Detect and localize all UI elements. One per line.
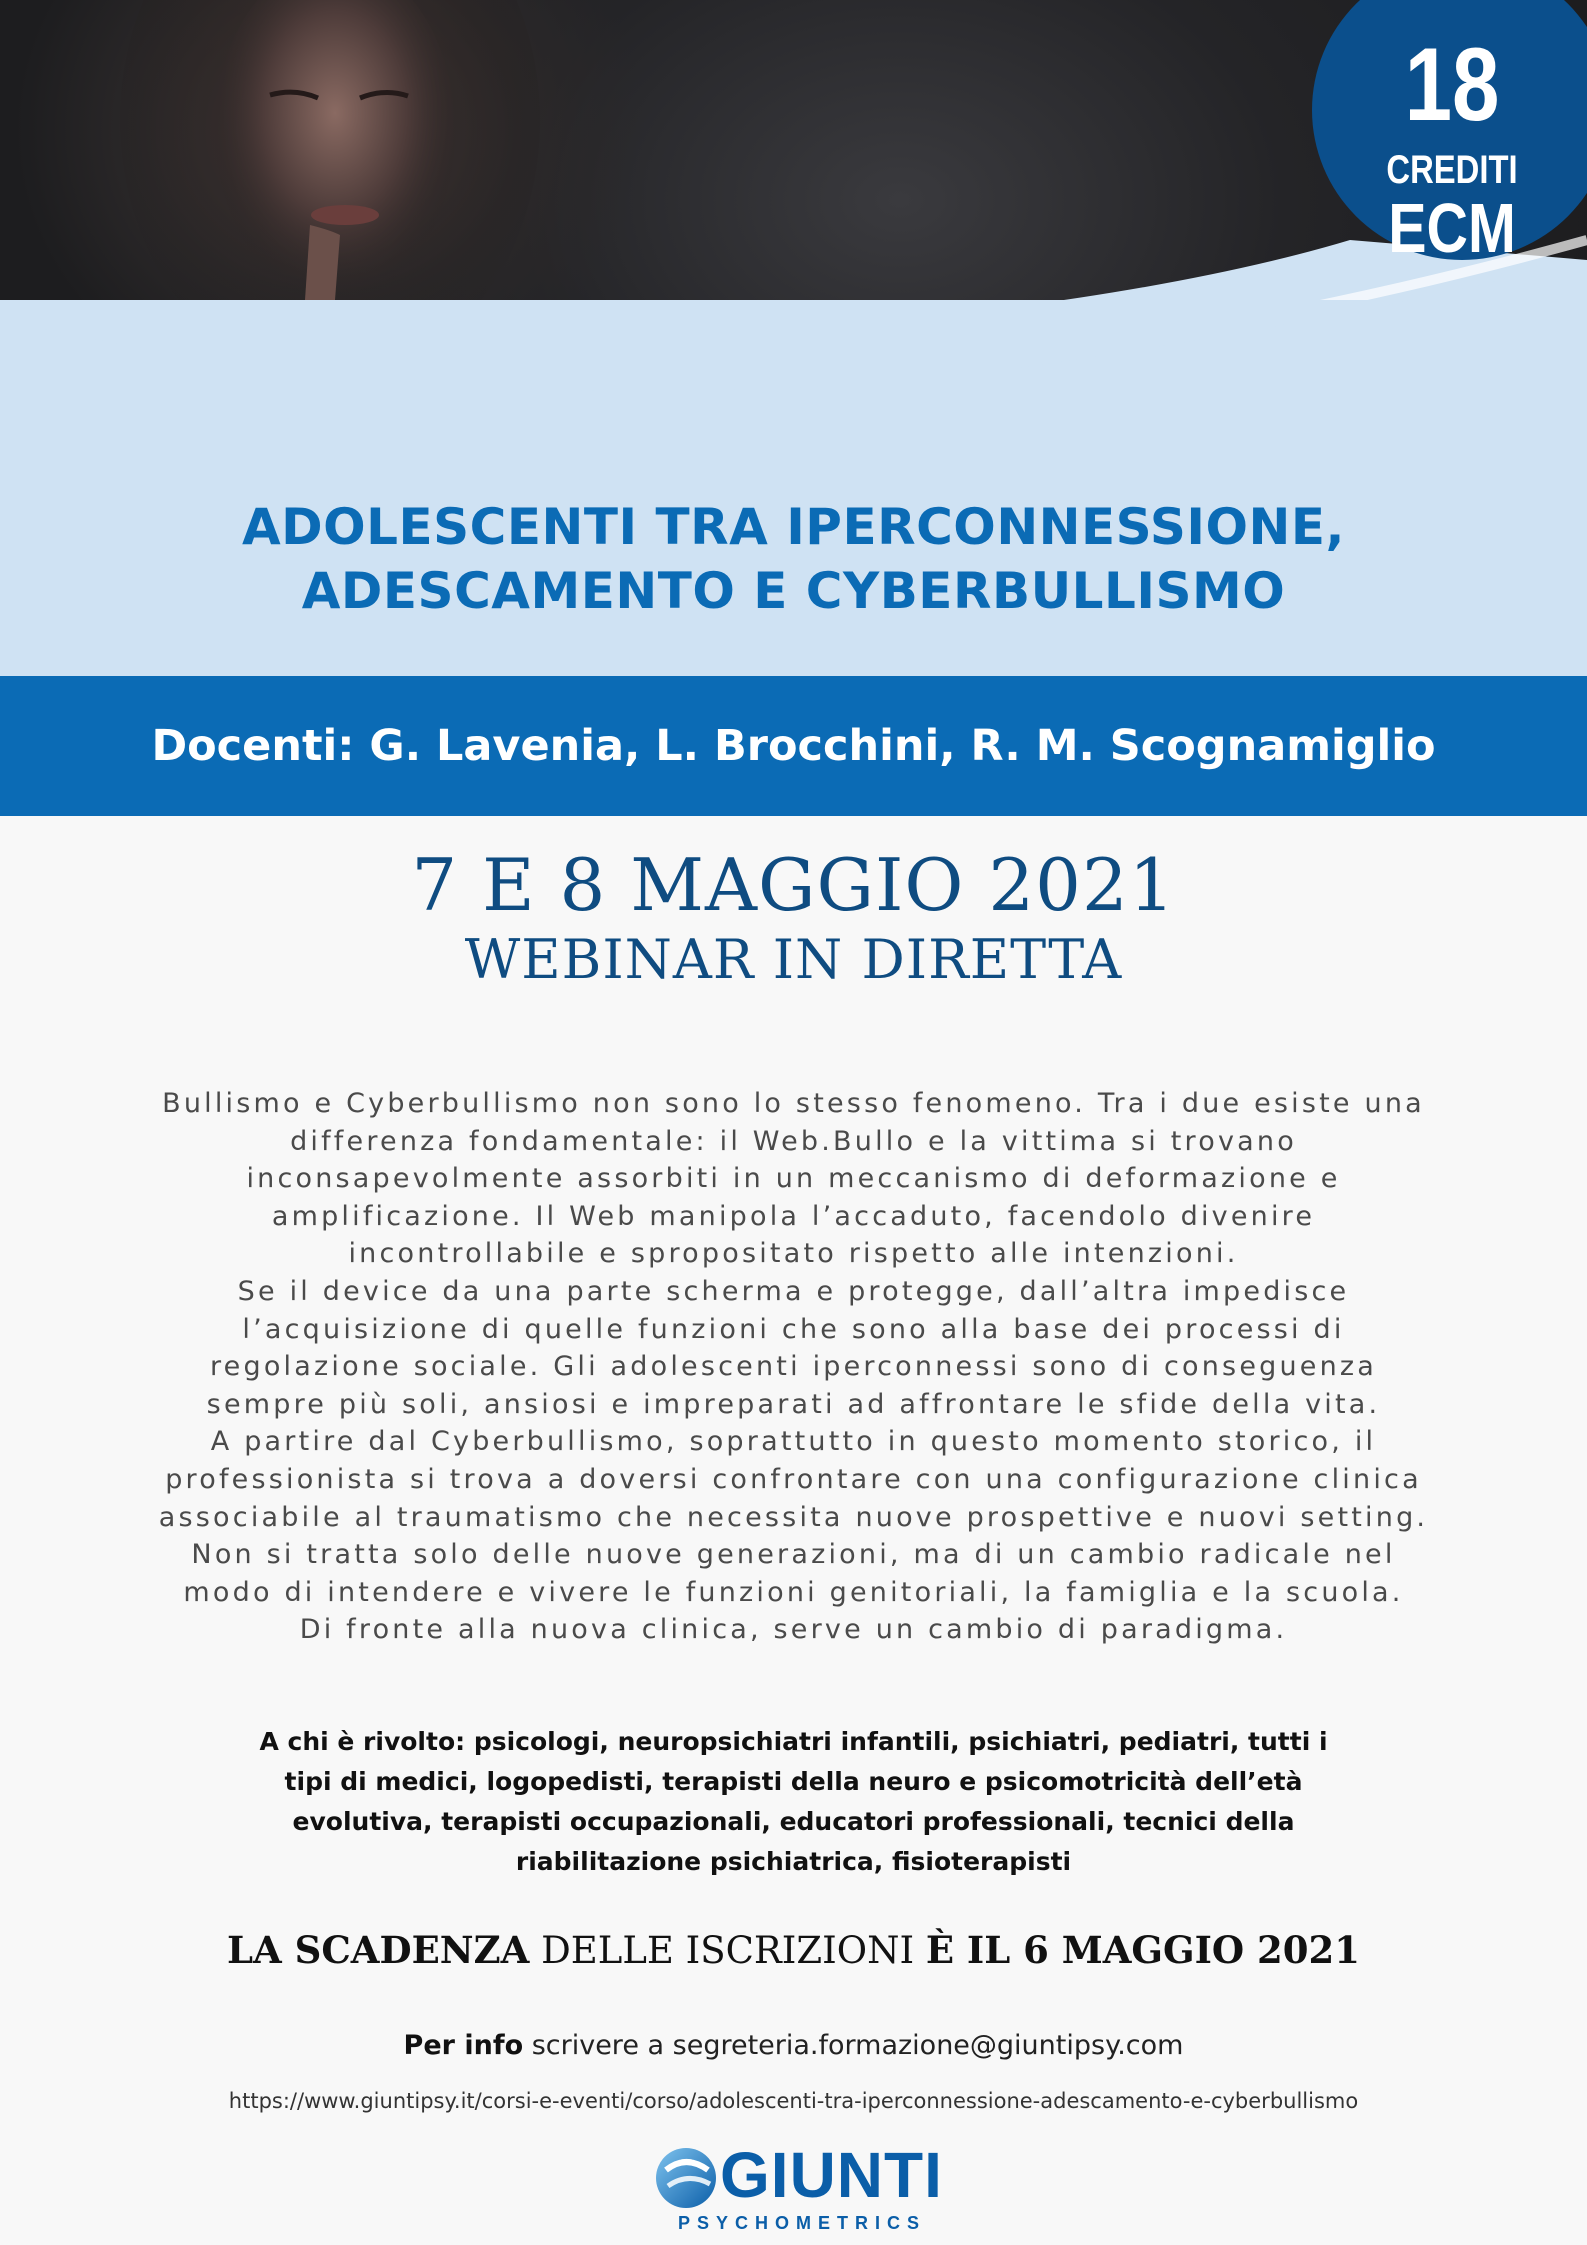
ecm-label: ECM xyxy=(1388,189,1516,267)
registration-deadline xyxy=(0,1922,1587,1979)
description-line: l’acquisizione di quelle funzioni che sono alla base dei processi di xyxy=(242,1313,1345,1345)
title-line-2: ADESCAMENTO E CYBERBULLISMO xyxy=(301,562,1286,620)
course-url-link[interactable]: https://www.giuntipsy.it/corsi-e-eventi/corso/adolescenti-tra-iperconnessione-adescamento-e-cyberbullismo xyxy=(228,2089,1359,2113)
page-title xyxy=(0,495,1587,623)
audience-line: A chi è rivolto: psicologi, neuropsichiatri infantili, psichiatri, pediatri, tutti i xyxy=(259,1727,1328,1756)
logo-subtitle: PSYCHOMETRICS xyxy=(677,2213,927,2233)
docenti-text: Docenti: G. Lavenia, L. Brocchini, R. M. Scognamiglio xyxy=(151,721,1436,771)
description-line: Di fronte alla nuova clinica, serve un cambio di paradigma. xyxy=(299,1614,1288,1646)
description-line: sempre più soli, ansiosi e impreparati ad affrontare le sfide della vita. xyxy=(206,1388,1381,1420)
description-line: professionista si trova a doversi confrontare con una configurazione clinica xyxy=(165,1463,1422,1495)
audience xyxy=(200,1722,1387,1882)
deadline-part-3: È IL 6 MAGGIO 2021 xyxy=(925,1928,1360,1972)
credits-number: 18 xyxy=(1404,27,1500,143)
description-line: regolazione sociale. Gli adolescenti iperconnessi sono di conseguenza xyxy=(209,1351,1378,1383)
description-line: differenza fondamentale: il Web.Bullo e la vittima si trovano xyxy=(290,1125,1297,1157)
info-email[interactable]: scrivere a segreteria.formazione@giuntipsy.com xyxy=(523,2030,1184,2061)
contact-info xyxy=(0,2026,1587,2066)
title-line-1: ADOLESCENTI TRA IPERCONNESSIONE, xyxy=(241,498,1346,556)
description-line: A partire dal Cyberbullismo, soprattutto in questo momento storico, il xyxy=(210,1426,1377,1458)
event-format: WEBINAR IN DIRETTA xyxy=(464,928,1123,991)
deadline-part-1: LA SCADENZA xyxy=(227,1928,530,1972)
event-date: 7 E 8 MAGGIO 2021 xyxy=(411,843,1176,927)
info-label: Per info xyxy=(403,2030,524,2061)
description-line: Bullismo e Cyberbullismo non sono lo stesso fenomeno. Tra i due esiste una xyxy=(162,1088,1425,1119)
title-band-curve xyxy=(0,260,1587,400)
audience-line: tipi di medici, logopedisti, terapisti della neuro e psicomotricità dell’età xyxy=(284,1767,1303,1796)
description-line: Non si tratta solo delle nuove generazioni, ma di un cambio radicale nel xyxy=(191,1539,1396,1571)
description-line: associabile al traumatismo che necessita nuove prospettive e nuovi setting. xyxy=(158,1501,1429,1533)
description-line: inconsapevolmente assorbiti in un meccanismo di deformazione e xyxy=(246,1163,1341,1195)
logo-wordmark: GIUNTI xyxy=(720,2139,943,2211)
description-line: modo di intendere e vivere le funzioni genitoriali, la famiglia e la scuola. xyxy=(183,1576,1404,1608)
credits-label: CREDITI xyxy=(1386,148,1518,192)
audience-line: evolutiva, terapisti occupazionali, educatori professionali, tecnici della xyxy=(292,1807,1295,1836)
description-line: amplificazione. Il Web manipola l’accaduto, facendolo divenire xyxy=(271,1200,1316,1232)
deadline-part-2: DELLE ISCRIZIONI xyxy=(529,1929,926,1972)
description-line: Se il device da una parte scherma e protegge, dall’altra impedisce xyxy=(237,1275,1350,1307)
description xyxy=(120,1085,1467,1649)
audience-line: riabilitazione psichiatrica, fisioterapisti xyxy=(515,1847,1072,1876)
description-line: incontrollabile e spropositato rispetto alle intenzioni. xyxy=(348,1238,1239,1270)
